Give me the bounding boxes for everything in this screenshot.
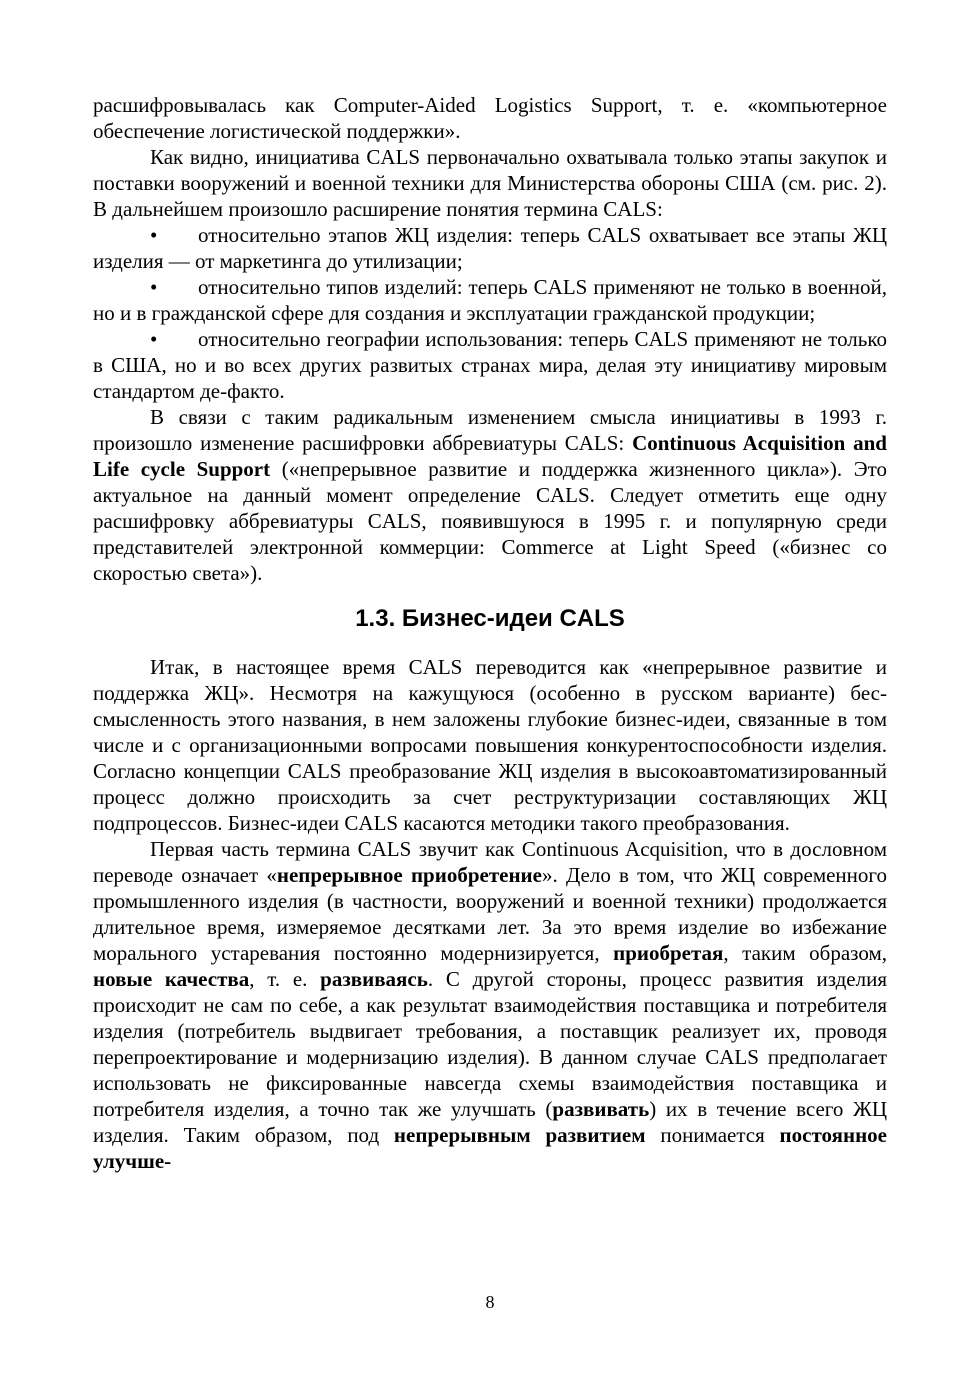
paragraph-cals-scope: Как видно, инициатива CALS первоначально охватывала только этапы закупок и поставки вооружений и военной техники для Министерства обороны США (см. рис. 2). В дальнейшем произошло расширение понятия термина CALS: — [93, 145, 887, 221]
bold-term: новые качества — [93, 967, 250, 991]
bullet-mark: • — [150, 327, 158, 351]
bullet-mark: • — [150, 275, 158, 299]
bullet-mark: • — [150, 223, 158, 247]
page-number: 8 — [485, 1292, 495, 1312]
bullet-item — [93, 222, 887, 274]
text-run: , таким образом, — [723, 941, 887, 965]
bullet-text: относительно этапов ЖЦ изделия: теперь CALS охватывает все этапы ЖЦ изделия — от маркетинга до утилизации; — [93, 223, 887, 273]
bold-term: непрерывное приобретение — [276, 863, 542, 887]
text-run: В связи с таким радикальным изменением смысла инициативы в 1993 г. произошло изменение расшифровки аббревиатуры CALS: — [93, 405, 887, 455]
bold-term: развиваясь — [320, 967, 428, 991]
text-run: . С другой стороны, процесс развития изделия происходит не сам по себе, а как результат взаимодействия поставщика и потребителя изделия (потребитель выдвигает требования, а поставщик реализует их, проводя перепроектирование и модернизацию изделия). В данном случае CALS предполагает использовать не фиксированные навсегда схемы взаимодействия поставщика и потребителя изделия, а точно так же улучшать ( — [93, 967, 887, 1121]
text-run: понимается — [645, 1123, 780, 1147]
text-run: ) их в течение всего ЖЦ изделия. Таким образом, под — [93, 1097, 887, 1147]
paragraph-continuation: расшифровывалась как Computer-Aided Logistics Support, т. е. «компьютерное обеспечение логистической поддержки». — [93, 93, 887, 143]
bullet-text: относительно географии использования: теперь CALS применяют не только в США, но и во всех других развитых странах мира, делая эту инициативу мировым стандартом де-факто. — [93, 327, 887, 403]
text-run: («непрерывное развитие и поддержка жизненного цикла»). Это актуальное на данный момент определение CALS. Следует отметить еще одну расшифровку аббревиатуры CALS, появившуюся в 1995 г. и популярную среди представителей электронной коммерции: Commerce at Light Speed («бизнес со скоростью света»). — [93, 457, 888, 585]
bullet-text: относительно типов изделий: теперь CALS применяют не только в военной, но и в гражданской сфере для создания и эксплуатации гражданской продукции; — [93, 275, 887, 325]
text-run: Первая часть термина CALS звучит как Continuous Acquisition, что в дословном переводе означает « — [93, 837, 887, 887]
bold-term: непрерывным развитием — [393, 1123, 646, 1147]
bullet-item — [93, 274, 887, 326]
text-run: , т. е. — [249, 967, 321, 991]
document-page — [93, 92, 887, 1174]
bold-term: приобретая — [613, 941, 724, 965]
bold-term: развивать — [552, 1097, 650, 1121]
section-heading: 1.3. Бизнес-идеи CALS — [355, 605, 625, 632]
text-run: ». Дело в том, что ЖЦ современного промышленного изделия (в частности, вооружений и военной техники) продолжается длительное время, измеряемое десятками лет. За это время изделие во избежание морального устаревания постоянно модернизируется, — [93, 863, 887, 965]
bold-term: постоянное улучше- — [93, 1123, 887, 1173]
bold-term: Continuous Acquisition and Life cycle Support — [93, 431, 887, 481]
bullet-item — [93, 326, 887, 404]
paragraph-business-ideas: Итак, в настоящее время CALS переводится как «непрерывное развитие и поддержка ЖЦ». Несмотря на кажущуюся (особенно в русском варианте) бессмысленность этого названия, в нем заложены глубокие бизнес-идеи, связанные в том числе и с организационными вопросами повышения конкурентоспособности изделия. Согласно концепции CALS преобразование ЖЦ изделия в высокоавтоматизированный процесс должно происходить за счет реструктуризации составляющих ЖЦ подпроцессов. Бизнес-идеи CALS касаются методики такого преобразования. — [93, 655, 887, 835]
paragraph-cals-redefinition — [93, 404, 887, 586]
paragraph-continuous-acquisition — [93, 836, 887, 1174]
